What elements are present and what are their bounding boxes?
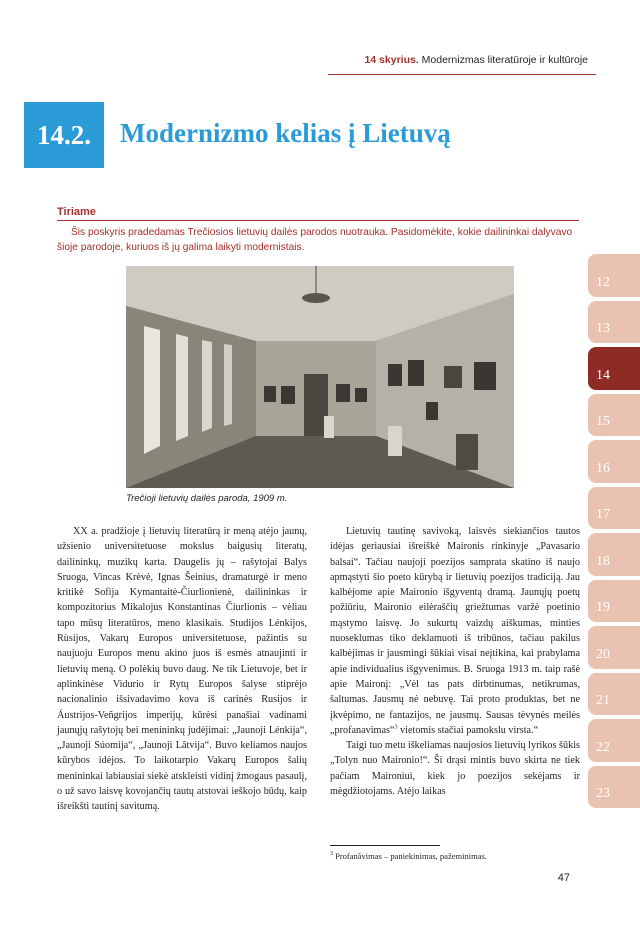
running-head [364,54,588,66]
chapter-tab-20[interactable]: 20 [588,626,640,669]
chapter-tab-13[interactable]: 13 [588,301,640,344]
chapter-tabs [588,254,640,812]
footnote [330,851,487,861]
chapter-tab-18[interactable]: 18 [588,533,640,576]
footnote-text: Profanãvimas – paniekinimas, pažeminimas. [335,851,487,861]
section-number-box [24,102,104,168]
section-title: Modernizmo kelias į Lietuvą [120,118,451,148]
chapter-tab-17[interactable]: 17 [588,487,640,530]
body-column-left [57,524,307,815]
chapter-tab-21[interactable]: 21 [588,673,640,716]
footnote-reference: 3 [394,724,398,731]
chapter-tab-22[interactable]: 22 [588,719,640,762]
exhibition-hall-image [126,266,514,488]
header-divider [328,74,596,75]
footnote-divider [330,845,440,846]
chapter-tab-23[interactable]: 23 [588,766,640,809]
body-column-right [330,524,580,799]
chapter-title: Modernizmas literatūroje ir kultūroje [421,54,588,66]
explore-text: Šis poskyris pradedamas Trečiosios lietuvių dailės parodos nuotrauka. Pasidomėkite, kokie dailininkai dalyvavo šioje parodoje, kuriuos iš jų galima laikyti modernistais. [57,227,573,253]
chapter-tab-15[interactable]: 15 [588,394,640,437]
paragraph-text: Lietuvių tautinę savivoką, laisvės siekiančios tautos idėjas geriausiai išreiškė Maironis rinkinyje „Pavasario balsai“. Tačiau naujoji poezijos samprata skatino iš naujo apmąstyti šio poeto kūrybą ir lietuvių poezijos tradiciją. Jau kalbėjome apie Maironio išgyventą dramą. Jaunųjų poetų požiūriu, Maironio eilėraščių griežtumas varžė poetinio mąstymo laisvę. Jo sukurtų vaizdų aiškumas, minties nuoseklumas tiko deklamuoti iš tribūnos, tačiau pakilus kalbėjimas ir jausmingi šūkiai visai neįtikina, kai prabylama apie individualius išgyvenimus. B. Sruoga 1913 m. taip rašė apie Maironį: „Vėl tas pats dirbtinumas, netikrumas, šaltumas. Jausmų nė nebuvę. Tai proto produktas, bet ne įkvėpimo, ne fantazijos, ne jausmų. Sausas tėvynės meilės „profanavimas“ [330,526,580,736]
explore-divider [57,220,579,221]
body-paragraph: Taigi tuo metu iškeliamas naujosios lietuvių lyrikos šūkis „Tolyn nuo Maironio!“. Ši drąsi mintis buvo skirta ne tiek pačiam Maironiui, kiek jo poezijos sekėjams ir mėgdžiotojams. Atėjo laikas [330,740,580,798]
chapter-label: 14 skyrius. [364,54,419,66]
chapter-tab-12[interactable]: 12 [588,254,640,297]
body-paragraph: XX a. pradžioje į lietuvių literatūrą ir meną atėjo jaunų, užsienio universitetuose mokslus baigusių literatų, dailininkų, muzikų karta. Daugelis jų – rašytojai Balys Sruoga, Vincas Krėvė, Ignas Šeinius, dramaturgė ir meno kritikė Sofija Kymantaitė-Čiurlionienė, dailininkas ir kompozitorius Mikalojus Konstantinas Čiurlionis – vėliau tapo mūsų literatūros, meno klasikais. Studijos Lénkijos, Rùsijos, Vakarų Europos universitetuose, pažintis su naujuoju Europos menu akino juos iš esmės atnaujinti ir lietuvių meną. O polėkių buvo daug. Ne tik Lietuvoje, bet ir aplinkinėse Vidurio ir Rytų Europos šalyse stiprėjo nacionalinio išsivadavimo kova iš carinės Rusijos ir Áustrijos-Veñgrijos imperijų, kūrėsi panašiai vadinami jaunųjų rašytojų bei menininkų judėjimai: „Jaunoji Lénkija“, „Jaunoji Súomija“, „Jaunoji Lãtvija“. Buvo keliamos naujos kūrybos idėjos. To laikotarpio Vakarų Europos šalių menininkai labiausiai siekė atskleisti vidinį žmogaus pasaulį, o už savo laisvę kovojančių tautų atstovai ieškojo būdų, kaip išreikšti tautinį savitumą. [57,526,307,813]
chapter-tab-14[interactable]: 14 [588,347,640,390]
footnote-mark: 3 [330,851,333,858]
explore-text-block [57,225,579,255]
body-paragraph [330,524,580,738]
chapter-tab-19[interactable]: 19 [588,580,640,623]
explore-label: Tiriame [57,206,96,218]
section-number: 14.2. [37,119,91,150]
paragraph-text: vietomis stačiai pamokslu virsta.“ [397,724,539,736]
page-number: 47 [557,872,570,884]
chapter-tab-16[interactable]: 16 [588,440,640,483]
exhibition-photo [126,266,514,488]
photo-caption: Trečioji lietuvių dailės paroda, 1909 m. [126,493,288,504]
